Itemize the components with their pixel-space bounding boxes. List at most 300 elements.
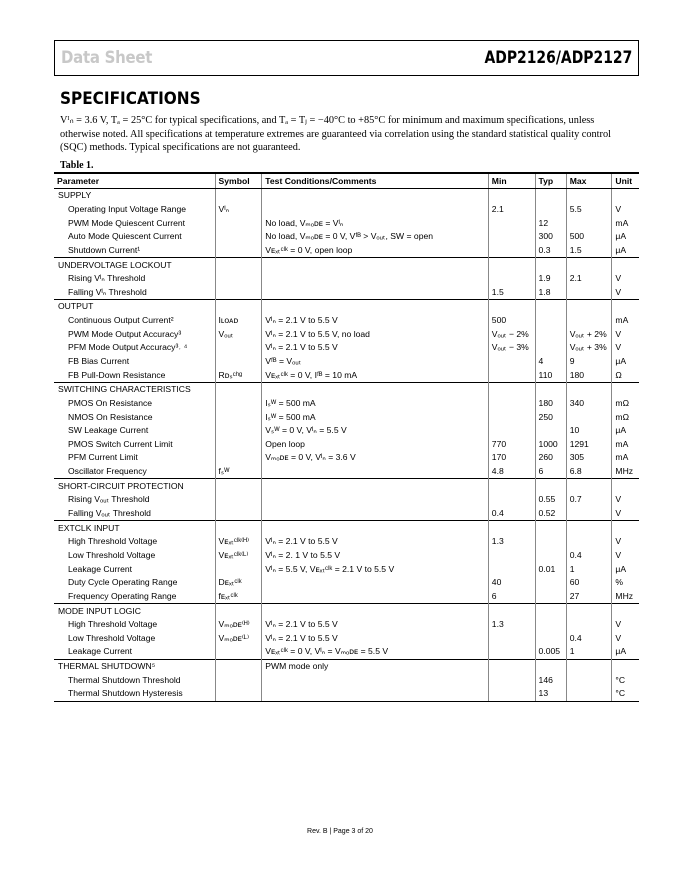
typ-cell [535,535,566,549]
symbol-cell: Vₘₒᴅᴇ⁽ᴸ⁾ [215,632,262,646]
max-cell [566,687,612,701]
typ-cell [535,618,566,632]
conditions-cell: Open loop [262,438,489,452]
typ-cell: 1.8 [535,285,566,299]
header-part-number: ADP2126/ADP2127 [484,48,632,68]
section-row [54,258,639,272]
max-cell [566,659,612,673]
parameter-cell: PFM Mode Output Accuracy³˒ ⁴ [68,342,188,353]
max-cell: 180 [566,368,612,382]
parameter-cell: Falling Vᴵₙ Threshold [68,286,147,297]
conditions-cell [262,382,489,396]
conditions-cell: Vₘₒᴅᴇ = 0 V, Vᴵₙ = 3.6 V [262,451,489,465]
table-row [54,203,639,217]
unit-cell: V [612,535,639,549]
unit-cell: V [612,507,639,521]
unit-cell: V [612,272,639,286]
max-cell: 1.5 [566,244,612,258]
typ-cell: 0.01 [535,562,566,576]
symbol-cell [215,341,262,355]
symbol-cell [215,562,262,576]
table-row [54,645,639,659]
max-cell: 1 [566,562,612,576]
symbol-cell [215,285,262,299]
max-cell [566,673,612,687]
section-row [54,604,639,618]
typ-cell [535,258,566,272]
min-cell [488,562,535,576]
unit-cell: V [612,341,639,355]
section-row [54,659,639,673]
typ-cell: 1.9 [535,272,566,286]
parameter-cell: OUTPUT [54,300,215,314]
symbol-cell [215,258,262,272]
col-header-unit: Unit [612,173,639,189]
typ-cell [535,203,566,217]
table-row [54,465,639,479]
unit-cell: mA [612,314,639,328]
parameter-cell: SUPPLY [54,189,215,203]
table-body [54,189,639,702]
parameter-cell: Continuous Output Current² [68,315,174,326]
symbol-cell: fₛᵂ [215,465,262,479]
typ-cell: 4 [535,355,566,369]
min-cell [488,189,535,203]
parameter-cell: PWM Mode Output Accuracy³ [68,328,182,339]
symbol-cell [215,355,262,369]
conditions-cell [262,576,489,590]
conditions-cell: Vᴇₓₜᶜˡᵏ = 0 V, Vᴵₙ = Vₘₒᴅᴇ = 5.5 V [262,645,489,659]
symbol-cell [215,507,262,521]
conditions-cell: Vᴵₙ = 2.1 V to 5.5 V, no load [262,327,489,341]
parameter-cell: SW Leakage Current [68,425,149,436]
typ-cell [535,300,566,314]
unit-cell [612,659,639,673]
section-title: SPECIFICATIONS [60,89,201,109]
typ-cell: 0.005 [535,645,566,659]
symbol-cell [215,272,262,286]
table-row [54,244,639,258]
parameter-cell: SHORT-CIRCUIT PROTECTION [54,479,215,493]
parameter-cell: Shutdown Current¹ [68,244,141,255]
symbol-cell [215,382,262,396]
unit-cell: μA [612,562,639,576]
table-header-row [54,173,639,189]
min-cell [488,645,535,659]
parameter-cell: THERMAL SHUTDOWN⁵ [54,659,215,673]
typ-cell [535,521,566,535]
unit-cell: V [612,493,639,507]
parameter-cell: Falling Vₒᵤₜ Threshold [68,508,151,519]
unit-cell: mA [612,438,639,452]
parameter-cell: MODE INPUT LOGIC [54,604,215,618]
typ-cell: 300 [535,230,566,244]
table-row [54,535,639,549]
symbol-cell [215,659,262,673]
symbol-cell [215,604,262,618]
unit-cell: μA [612,355,639,369]
parameter-cell: Leakage Current [68,646,133,657]
section-row [54,189,639,203]
conditions-cell [262,687,489,701]
intro-paragraph: Vᴵₙ = 3.6 V, Tₐ = 25°C for typical specifications, and Tₐ = Tⱼ = −40°C to +85°C for minimum and maximum specifications, unless otherwise noted. All specifications at temperature extremes are guaranteed via correlation using the standard statistical quality control (SQC) methods. Typical specifications are not guaranteed. [60,115,611,153]
typ-cell [535,659,566,673]
min-cell [488,479,535,493]
typ-cell [535,590,566,604]
symbol-cell: Vᴵₙ [215,203,262,217]
unit-cell: V [612,203,639,217]
min-cell [488,410,535,424]
max-cell [566,521,612,535]
parameter-cell: NMOS On Resistance [68,411,153,422]
min-cell: 1.3 [488,618,535,632]
max-cell: 6.8 [566,465,612,479]
table-row [54,590,639,604]
unit-cell [612,382,639,396]
symbol-cell: Iʟᴏᴀᴅ [215,314,262,328]
conditions-cell [262,673,489,687]
parameter-cell: EXTCLK INPUT [54,521,215,535]
symbol-cell [215,687,262,701]
unit-cell [612,479,639,493]
conditions-cell: No load, Vₘₒᴅᴇ = Vᴵₙ [262,216,489,230]
min-cell [488,258,535,272]
parameter-cell: Leakage Current [68,563,133,574]
table-row [54,618,639,632]
header-doc-type: Data Sheet [61,48,153,68]
conditions-cell: Vᴵₙ = 5.5 V, Vᴇₓₜᶜˡᵏ = 2.1 V to 5.5 V [262,562,489,576]
parameter-cell: PMOS On Resistance [68,397,153,408]
conditions-cell: Vᴵₙ = 2.1 V to 5.5 V [262,314,489,328]
table-row [54,355,639,369]
parameter-cell: High Threshold Voltage [68,619,158,630]
unit-cell: °C [612,687,639,701]
symbol-cell [215,479,262,493]
typ-cell [535,604,566,618]
parameter-cell: UNDERVOLTAGE LOCKOUT [54,258,215,272]
symbol-cell: Vₒᵤₜ [215,327,262,341]
min-cell [488,272,535,286]
parameter-cell: PMOS Switch Current Limit [68,438,173,449]
min-cell: 500 [488,314,535,328]
symbol-cell [215,410,262,424]
symbol-cell [215,424,262,438]
parameter-cell: FB Pull-Down Resistance [68,369,166,380]
min-cell [488,549,535,563]
unit-cell: μA [612,424,639,438]
typ-cell: 260 [535,451,566,465]
symbol-cell: Rᴅₛᶜʰᵍ [215,368,262,382]
min-cell: 4.8 [488,465,535,479]
min-cell: 6 [488,590,535,604]
min-cell: 1.3 [488,535,535,549]
min-cell [488,604,535,618]
conditions-cell [262,493,489,507]
table-row [54,410,639,424]
symbol-cell [215,230,262,244]
conditions-cell [262,479,489,493]
parameter-cell: Rising Vₒᵤₜ Threshold [68,494,150,505]
max-cell [566,535,612,549]
conditions-cell: Iₛᵂ = 500 mA [262,397,489,411]
typ-cell: 0.3 [535,244,566,258]
table-row [54,493,639,507]
max-cell: 0.7 [566,493,612,507]
max-cell: 10 [566,424,612,438]
unit-cell: V [612,285,639,299]
unit-cell: V [612,549,639,563]
typ-cell [535,327,566,341]
parameter-cell: Thermal Shutdown Hysteresis [54,687,215,701]
col-header-min: Min [488,173,535,189]
table-caption: Table 1. [60,160,94,171]
max-cell: 27 [566,590,612,604]
table-row [54,216,639,230]
symbol-cell [215,521,262,535]
min-cell [488,632,535,646]
col-header-typ: Typ [535,173,566,189]
table-row [54,632,639,646]
min-cell [488,521,535,535]
conditions-cell [262,272,489,286]
unit-cell: μA [612,645,639,659]
table-row [54,397,639,411]
section-row [54,382,639,396]
min-cell: 40 [488,576,535,590]
max-cell [566,410,612,424]
min-cell: Vₒᵤₜ − 3% [488,341,535,355]
max-cell: 500 [566,230,612,244]
unit-cell: MHz [612,465,639,479]
typ-cell [535,341,566,355]
typ-cell: 0.52 [535,507,566,521]
typ-cell [535,424,566,438]
table-row [54,451,639,465]
table-row [54,549,639,563]
table-row [54,327,639,341]
min-cell [488,687,535,701]
symbol-cell: Vᴇₓₜᶜˡᵏ⁽ᴸ⁾ [215,549,262,563]
table-row [54,438,639,452]
typ-cell: 146 [535,673,566,687]
unit-cell: μA [612,244,639,258]
conditions-cell: Vᴵₙ = 2.1 V to 5.5 V [262,341,489,355]
max-cell: 1 [566,645,612,659]
unit-cell: mA [612,451,639,465]
symbol-cell: fᴇₓₜᶜˡᵏ [215,590,262,604]
min-cell [488,244,535,258]
table-row [54,314,639,328]
col-header-symbol: Symbol [215,173,262,189]
typ-cell: 13 [535,687,566,701]
unit-cell: mΩ [612,397,639,411]
min-cell [488,673,535,687]
max-cell [566,604,612,618]
max-cell: 60 [566,576,612,590]
min-cell: Vₒᵤₜ − 2% [488,327,535,341]
symbol-cell [215,438,262,452]
min-cell [488,424,535,438]
specifications-table [54,172,639,702]
symbol-cell [215,300,262,314]
unit-cell: mA [612,216,639,230]
parameter-cell: Frequency Operating Range [68,590,177,601]
min-cell [488,382,535,396]
max-cell: Vₒᵤₜ + 3% [566,341,612,355]
conditions-cell [262,604,489,618]
parameter-cell: Operating Input Voltage Range [68,203,187,214]
conditions-cell: PWM mode only [262,659,489,673]
parameter-cell: Low Threshold Voltage [68,632,156,643]
max-cell [566,189,612,203]
max-cell: 305 [566,451,612,465]
table-row [54,562,639,576]
typ-cell: 6 [535,465,566,479]
conditions-cell [262,521,489,535]
conditions-cell: Vᴵₙ = 2. 1 V to 5.5 V [262,549,489,563]
min-cell [488,230,535,244]
typ-cell: 180 [535,397,566,411]
typ-cell [535,314,566,328]
unit-cell: V [612,327,639,341]
min-cell: 1.5 [488,285,535,299]
table-row [54,341,639,355]
conditions-cell: No load, Vₘₒᴅᴇ = 0 V, Vᶠᴮ > Vₒᵤₜ, SW = open [262,230,489,244]
symbol-cell [215,451,262,465]
table-row [54,368,639,382]
table-row [54,507,639,521]
max-cell [566,479,612,493]
parameter-cell: SWITCHING CHARACTERISTICS [54,382,215,396]
min-cell: 770 [488,438,535,452]
typ-cell [535,189,566,203]
max-cell: 0.4 [566,549,612,563]
page-header [54,40,639,76]
max-cell [566,314,612,328]
symbol-cell [215,189,262,203]
conditions-cell [262,465,489,479]
conditions-cell: Vᴵₙ = 2.1 V to 5.5 V [262,632,489,646]
max-cell [566,618,612,632]
max-cell: 340 [566,397,612,411]
symbol-cell [215,244,262,258]
min-cell [488,368,535,382]
parameter-cell: Oscillator Frequency [68,466,147,477]
parameter-cell: Auto Mode Quiescent Current [68,231,182,242]
conditions-cell [262,258,489,272]
conditions-cell [262,507,489,521]
conditions-cell: Vₛᵂ = 0 V, Vᴵₙ = 5.5 V [262,424,489,438]
col-header-conditions: Test Conditions/Comments [262,173,489,189]
typ-cell [535,479,566,493]
conditions-cell: Iₛᵂ = 500 mA [262,410,489,424]
table-row [54,424,639,438]
conditions-cell: Vᴵₙ = 2.1 V to 5.5 V [262,618,489,632]
max-cell [566,258,612,272]
symbol-cell [215,493,262,507]
symbol-cell: Vₘₒᴅᴇ⁽ᴴ⁾ [215,618,262,632]
parameter-cell: Low Threshold Voltage [68,549,156,560]
typ-cell: 12 [535,216,566,230]
table-row [54,687,639,701]
unit-cell: % [612,576,639,590]
unit-cell [612,258,639,272]
symbol-cell: Vᴇₓₜᶜˡᵏ⁽ᴴ⁾ [215,535,262,549]
max-cell [566,300,612,314]
typ-cell [535,632,566,646]
parameter-cell: Thermal Shutdown Threshold [68,674,181,685]
parameter-cell: PFM Current Limit [68,452,138,463]
max-cell [566,285,612,299]
table-row [54,673,639,687]
section-row [54,521,639,535]
symbol-cell: Dᴇₓₜᶜˡᵏ [215,576,262,590]
min-cell [488,355,535,369]
max-cell: 1291 [566,438,612,452]
conditions-cell: Vᶠᴮ = Vₒᵤₜ [262,355,489,369]
conditions-cell [262,285,489,299]
min-cell: 2.1 [488,203,535,217]
conditions-cell [262,590,489,604]
table-row [54,285,639,299]
col-header-parameter: Parameter [54,173,215,189]
parameter-cell: Duty Cycle Operating Range [68,577,178,588]
unit-cell: μA [612,230,639,244]
unit-cell: MHz [612,590,639,604]
conditions-cell [262,189,489,203]
unit-cell: °C [612,673,639,687]
parameter-cell: FB Bias Current [68,356,130,366]
unit-cell: V [612,618,639,632]
symbol-cell [215,673,262,687]
symbol-cell [215,397,262,411]
unit-cell [612,189,639,203]
table-row [54,272,639,286]
parameter-cell: Rising Vᴵₙ Threshold [68,273,146,284]
table-row [54,230,639,244]
unit-cell: Ω [612,368,639,382]
min-cell [488,493,535,507]
min-cell [488,216,535,230]
typ-cell: 110 [535,368,566,382]
typ-cell [535,576,566,590]
max-cell [566,382,612,396]
unit-cell [612,604,639,618]
conditions-cell [262,203,489,217]
parameter-cell: PWM Mode Quiescent Current [68,217,186,228]
min-cell: 170 [488,451,535,465]
symbol-cell [215,216,262,230]
max-cell: 5.5 [566,203,612,217]
max-cell: 2.1 [566,272,612,286]
typ-cell: 1000 [535,438,566,452]
parameter-cell: High Threshold Voltage [68,536,158,547]
table-row [54,576,639,590]
unit-cell: mΩ [612,410,639,424]
conditions-cell: Vᴇₓₜᶜˡᵏ = 0 V, Iᶠᴮ = 10 mA [262,368,489,382]
min-cell: 0.4 [488,507,535,521]
conditions-cell [262,300,489,314]
page-footer: Rev. B | Page 3 of 20 [307,828,373,835]
typ-cell: 0.55 [535,493,566,507]
typ-cell: 250 [535,410,566,424]
unit-cell [612,521,639,535]
max-cell: Vₒᵤₜ + 2% [566,327,612,341]
section-row [54,479,639,493]
min-cell [488,300,535,314]
min-cell [488,397,535,411]
max-cell: 0.4 [566,632,612,646]
